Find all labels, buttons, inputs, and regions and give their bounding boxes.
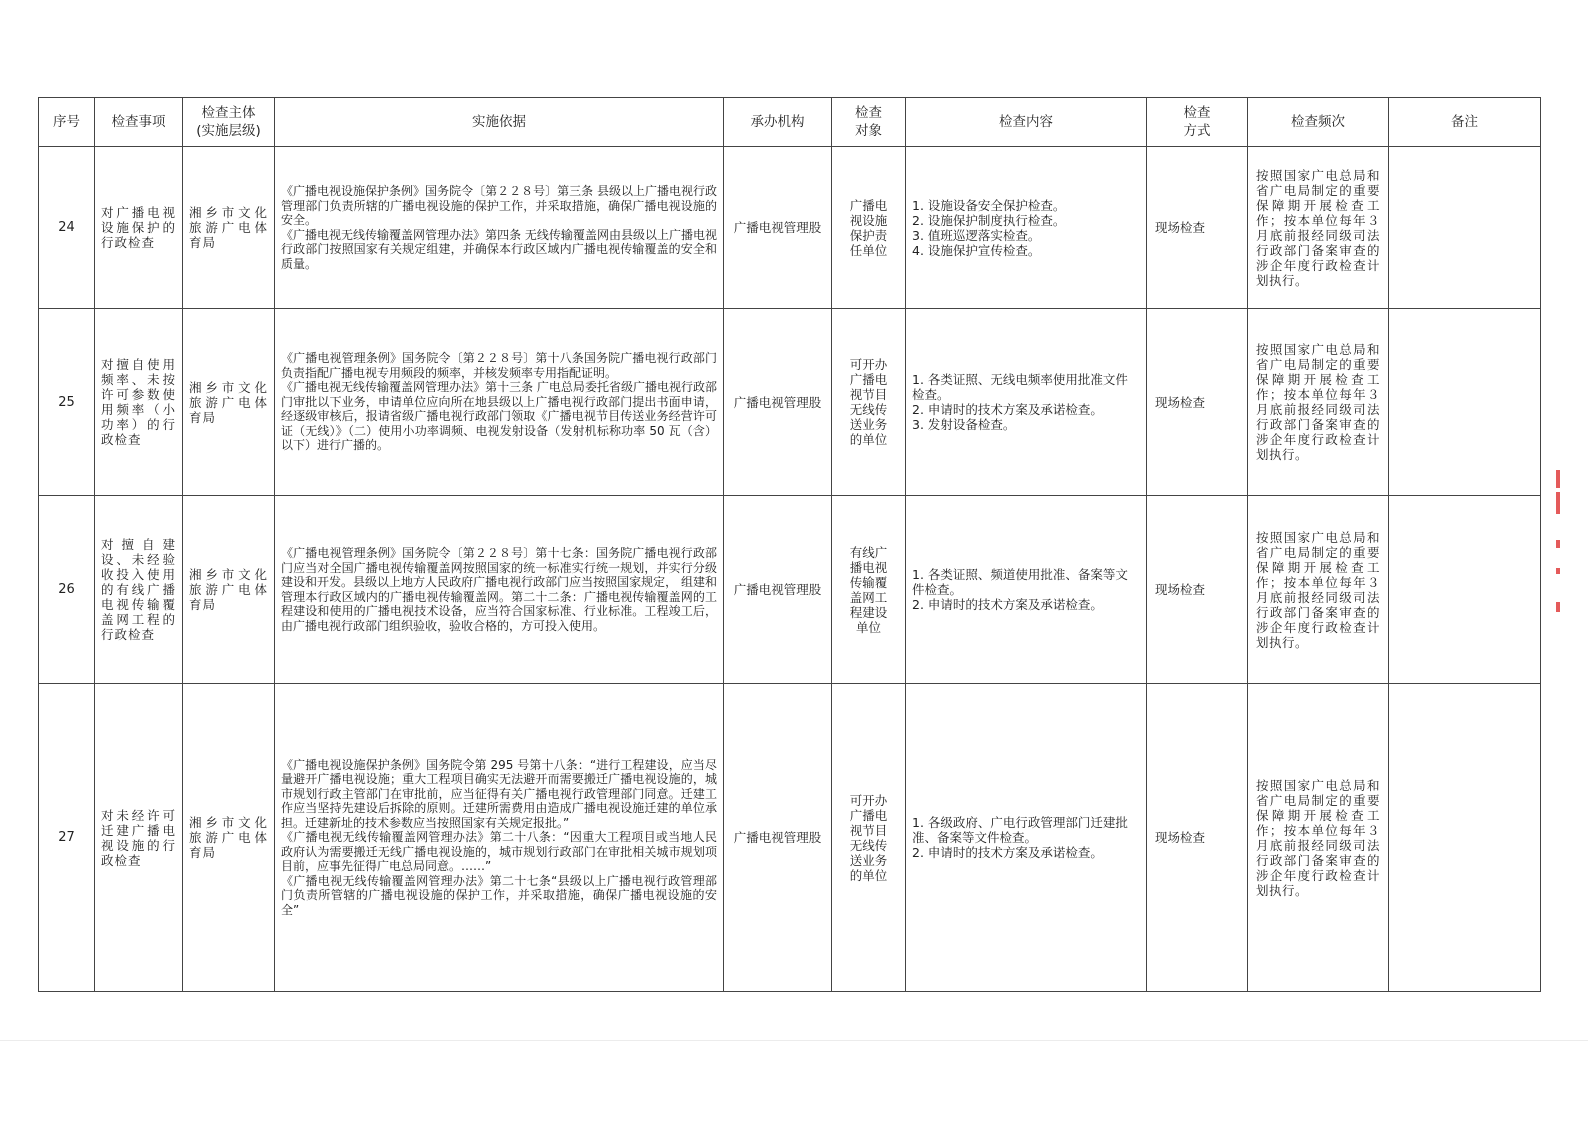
header-basis: 实施依据	[275, 98, 724, 147]
margin-stamp-mark	[1556, 568, 1560, 574]
inspection-target: 广播电视设施保护责任单位	[832, 147, 906, 309]
content-line: 1. 各类证照、无线电频率使用批准文件检查。	[912, 372, 1128, 402]
inspection-item: 对擅自建设、未经验收投入使用的有线广播电视传输覆盖网工程的行政检查	[95, 496, 183, 684]
inspection-subject: 湘乡市文化旅游广电体育局	[183, 147, 275, 309]
header-subject: 检查主体 (实施层级)	[183, 98, 275, 147]
basis-paragraph: 《广播电视无线传输覆盖网管理办法》第二十七条“县级以上广播电视行政管理部门负责所管辖的广播电视设施的保护工作，并采取措施，确保广播电视设施的安全”	[281, 873, 717, 917]
remarks	[1389, 496, 1541, 684]
header-row	[39, 98, 1541, 147]
inspection-subject: 湘乡市文化旅游广电体育局	[183, 684, 275, 992]
content-line: 1. 设施设备安全保护检查。	[912, 197, 1066, 213]
inspection-item: 对未经许可迁建广播电视设施的行政检查	[95, 684, 183, 992]
responsible-agency: 广播电视管理股	[724, 496, 832, 684]
legal-basis	[275, 496, 724, 684]
inspection-frequency: 按照国家广电总局和省广电局制定的重要保障期开展检查工作；按本单位每年３月底前报经同级司法行政部门备案审查的涉企年度行政检查计划执行。	[1248, 309, 1389, 496]
responsible-agency: 广播电视管理股	[724, 684, 832, 992]
basis-paragraph: 《广播电视无线传输覆盖网管理办法》第十三条 广电总局委托省级广播电视行政部门审批以下业务，申请单位应向所在地县级以上广播电视行政部门提出书面申请，经逐级审核后，报请省级广播电视行政部门领取《广播电视节目传送业务经营许可证（无线）》（二）使用小功率调频、电视发射设备（发射机标称功率 50 瓦（含）以下）进行广播的。	[281, 380, 717, 453]
row-number: 24	[39, 147, 95, 309]
inspection-table	[38, 97, 1541, 992]
header-content: 检查内容	[906, 98, 1147, 147]
inspection-frequency: 按照国家广电总局和省广电局制定的重要保障期开展检查工作；按本单位每年３月底前报经同级司法行政部门备案审查的涉企年度行政检查计划执行。	[1248, 496, 1389, 684]
inspection-frequency: 按照国家广电总局和省广电局制定的重要保障期开展检查工作；按本单位每年３月底前报经同级司法行政部门备案审查的涉企年度行政检查计划执行。	[1248, 147, 1389, 309]
inspection-target: 可开办广播电视节目无线传送业务的单位	[832, 309, 906, 496]
inspection-target: 有线广播电视传输覆盖网工程建设单位	[832, 496, 906, 684]
legal-basis	[275, 309, 724, 496]
inspection-content	[906, 684, 1147, 992]
inspection-content	[906, 147, 1147, 309]
header-item: 检查事项	[95, 98, 183, 147]
basis-paragraph: 《广播电视管理条例》国务院令〔第２２８号〕第十七条：国务院广播电视行政部门应当对全国广播电视传输覆盖网按照国家的统一标准实行统一规划，并实行分级建设和开发。县级以上地方人民政府广播电视行政部门应当按照国家规定， 组建和管理本行政区域内的广播电视传输覆盖网。第二十二条：广播电视传输覆盖网的工程建设和使用的广播电视技术设备，应当符合国家标准、行业标准。工程竣工后，由广播电视行政部门组织验收，验收合格的，方可投入使用。	[281, 546, 717, 633]
content-line: 3. 发射设备检查。	[912, 417, 1016, 432]
remarks	[1389, 147, 1541, 309]
inspection-item: 对广播电视设施保护的行政检查	[95, 147, 183, 309]
content-line: 2. 申请时的技术方案及承诺检查。	[912, 597, 1103, 612]
inspection-content	[906, 309, 1147, 496]
row-number: 27	[39, 684, 95, 992]
header-no: 序号	[39, 98, 95, 147]
header-freq: 检查频次	[1248, 98, 1389, 147]
remarks	[1389, 684, 1541, 992]
inspection-content	[906, 496, 1147, 684]
responsible-agency: 广播电视管理股	[724, 309, 832, 496]
content-line: 3. 值班巡逻落实检查。	[912, 227, 1041, 243]
basis-paragraph: 《广播电视无线传输覆盖网管理办法》第二十八条：“因重大工程项目或当地人民政府认为需要搬迁无线广播电视设施的，城市规划行政部门在审批相关城市规划项目前，应事先征得广电总局同意。……”	[281, 830, 717, 874]
inspection-method: 现场检查	[1147, 309, 1248, 496]
basis-paragraph: 《广播电视设施保护条例》国务院令第 295 号第十八条：“进行工程建设，应当尽量避开广播电视设施；重大工程项目确实无法避开而需要搬迁广播电视设施的，城市规划行政主管部门在审批前，应当征得有关广播电视行政管理部门同意。迁建工作应当坚持先建设后拆除的原则。迁建所需费用由造成广播电视设施迁建的单位承担。迁建新址的技术参数应当按照国家有关规定报批。”	[281, 757, 717, 830]
legal-basis	[275, 147, 724, 309]
basis-paragraph: 《广播电视管理条例》国务院令〔第２２８号〕第十八条国务院广播电视行政部门负责指配广播电视专用频段的频率，并核发频率专用指配证明。	[281, 351, 717, 380]
inspection-method: 现场检查	[1147, 684, 1248, 992]
responsible-agency: 广播电视管理股	[724, 147, 832, 309]
content-line: 1. 各类证照、频道使用批准、备案等文件检查。	[912, 567, 1128, 597]
header-target: 检查 对象	[832, 98, 906, 147]
header-agency: 承办机构	[724, 98, 832, 147]
remarks	[1389, 309, 1541, 496]
inspection-subject: 湘乡市文化旅游广电体育局	[183, 309, 275, 496]
inspection-subject: 湘乡市文化旅游广电体育局	[183, 496, 275, 684]
basis-paragraph: 《广播电视无线传输覆盖网管理办法》第四条 无线传输覆盖网由县级以上广播电视行政部门按照国家有关规定组建，并确保本行政区域内广播电视传输覆盖的安全和质量。	[281, 227, 717, 271]
basis-paragraph: 《广播电视设施保护条例》国务院令〔第２２８号〕第三条 县级以上广播电视行政管理部门负责所辖的广播电视设施的保护工作，并采取措施，确保广播电视设施的安全。	[281, 184, 717, 227]
inspection-frequency: 按照国家广电总局和省广电局制定的重要保障期开展检查工作；按本单位每年３月底前报经同级司法行政部门备案审查的涉企年度行政检查计划执行。	[1248, 684, 1389, 992]
content-line: 2. 申请时的技术方案及承诺检查。	[912, 402, 1103, 417]
table-row	[39, 147, 1541, 309]
content-line: 4. 设施保护宣传检查。	[912, 242, 1041, 258]
table-row	[39, 309, 1541, 496]
header-note: 备注	[1389, 98, 1541, 147]
margin-stamp-mark	[1556, 540, 1560, 548]
margin-stamp-mark	[1556, 602, 1560, 612]
inspection-item: 对擅自使用频率、未按许可参数使用频率（小功率）的行政检查	[95, 309, 183, 496]
content-line: 2. 设施保护制度执行检查。	[912, 212, 1066, 228]
table-row	[39, 496, 1541, 684]
content-line: 2. 申请时的技术方案及承诺检查。	[912, 845, 1103, 860]
inspection-method: 现场检查	[1147, 496, 1248, 684]
table-row	[39, 684, 1541, 992]
page-footer-rule	[0, 1040, 1588, 1041]
content-line: 1. 各级政府、广电行政管理部门迁建批准、备案等文件检查。	[912, 815, 1128, 845]
row-number: 26	[39, 496, 95, 684]
margin-stamp-mark	[1556, 492, 1560, 514]
inspection-target: 可开办广播电视节目无线传送业务的单位	[832, 684, 906, 992]
margin-stamp-mark	[1556, 470, 1560, 488]
header-method: 检查 方式	[1147, 98, 1248, 147]
inspection-method: 现场检查	[1147, 147, 1248, 309]
row-number: 25	[39, 309, 95, 496]
legal-basis	[275, 684, 724, 992]
